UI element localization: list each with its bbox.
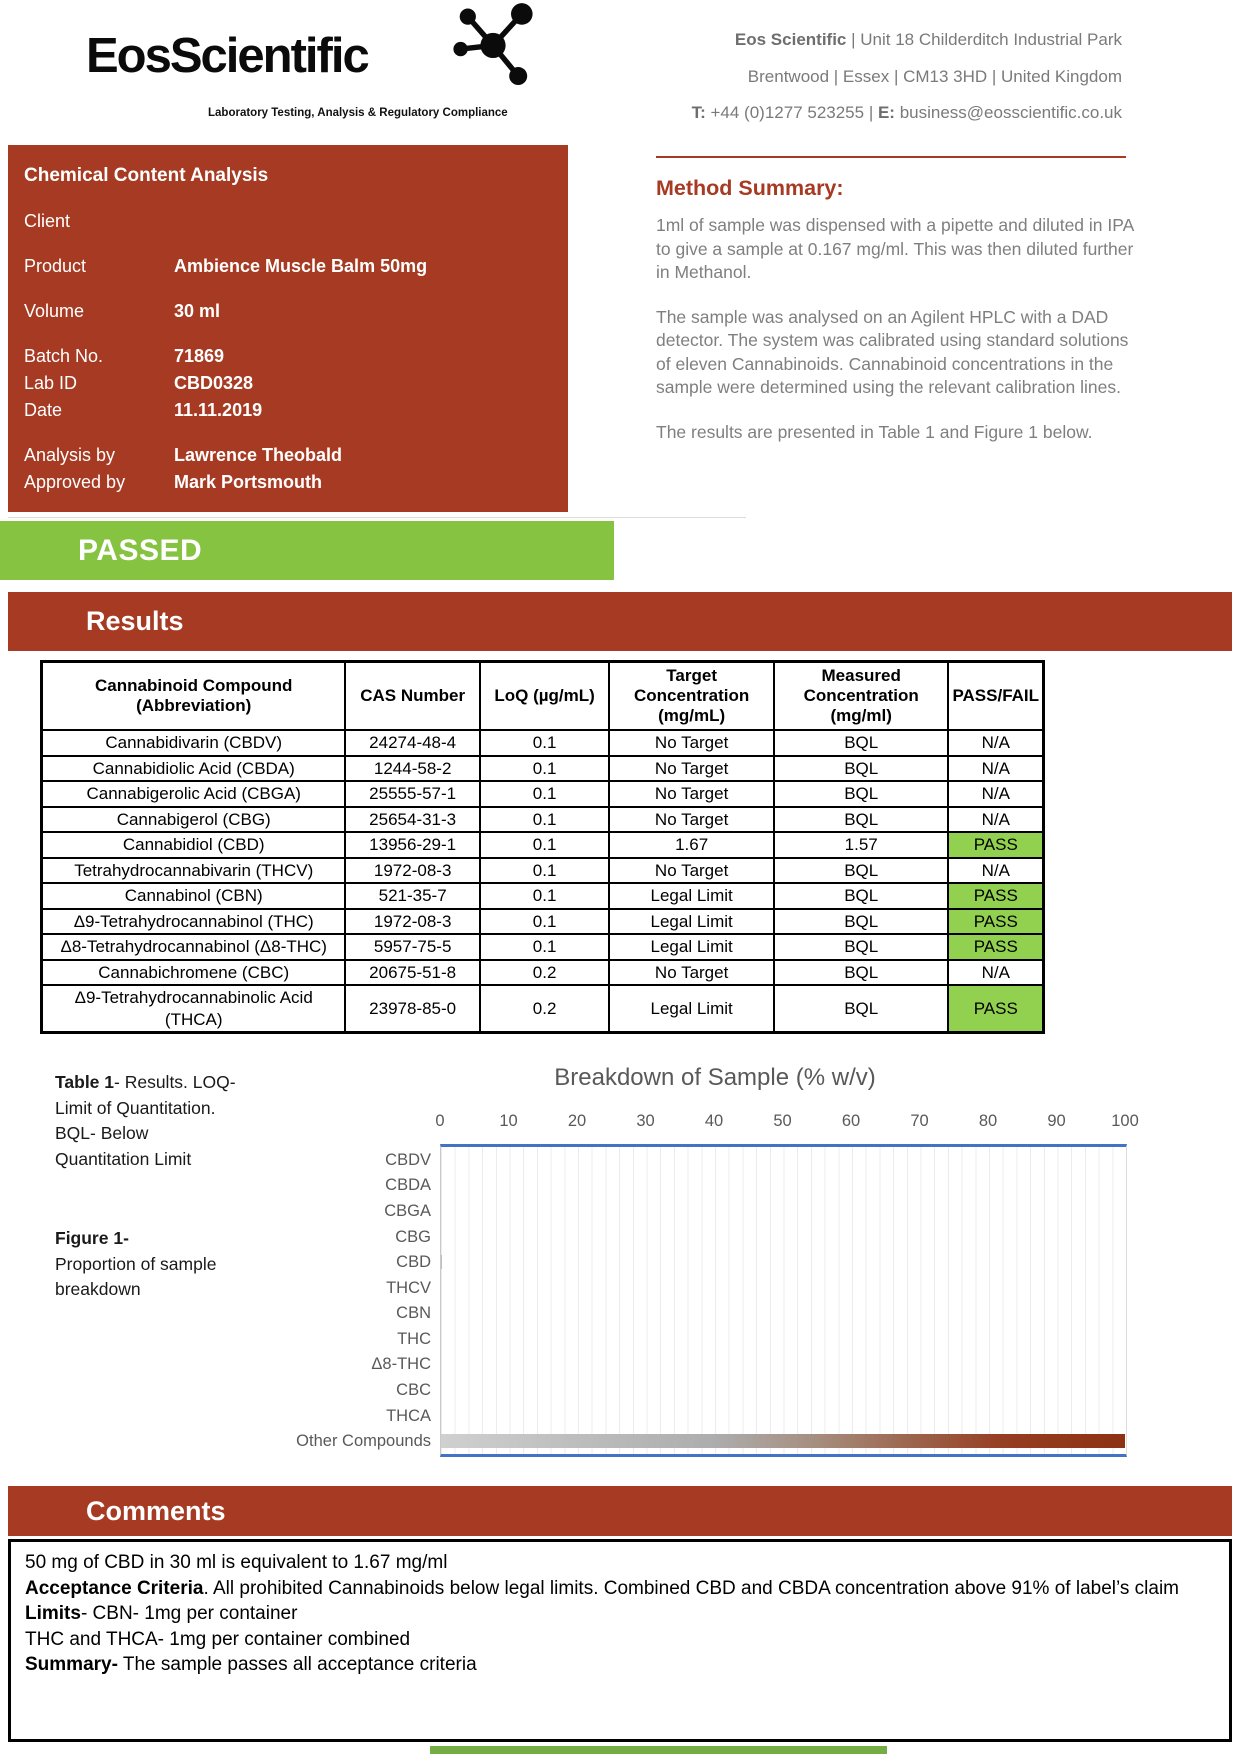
cell-compound: Cannabidivarin (CBDV) xyxy=(42,730,346,756)
column-header: Measured Concentration (mg/ml) xyxy=(774,662,949,731)
cell-cas: 23978-85-0 xyxy=(345,985,479,1033)
x-axis-tick: 30 xyxy=(636,1112,655,1130)
phone-number: +44 (0)1277 523255 | xyxy=(705,103,878,122)
cell-target: No Target xyxy=(609,756,774,782)
pass-fail-cell: PASS xyxy=(948,883,1043,909)
method-summary-heading: Method Summary: xyxy=(656,176,844,200)
table-row xyxy=(42,756,1044,782)
cell-loq: 0.1 xyxy=(480,807,609,833)
cell-loq: 0.1 xyxy=(480,756,609,782)
comment-line xyxy=(25,1652,1215,1678)
cell-measured: BQL xyxy=(774,756,949,782)
info-value: 30 ml xyxy=(174,301,221,321)
x-axis-tick: 20 xyxy=(567,1112,587,1130)
y-axis-label: CBG xyxy=(395,1227,431,1246)
info-label: Product xyxy=(24,256,87,276)
cell-compound: Cannabidiol (CBD) xyxy=(42,832,346,858)
cell-target: 1.67 xyxy=(609,832,774,858)
table-row xyxy=(42,960,1044,986)
cell-loq: 0.1 xyxy=(480,730,609,756)
cell-measured: BQL xyxy=(774,960,949,986)
pass-fail-cell: N/A xyxy=(948,858,1043,884)
comment-line xyxy=(25,1550,1215,1576)
cell-loq: 0.1 xyxy=(480,934,609,960)
comment-line xyxy=(25,1576,1215,1602)
x-axis-tick: 0 xyxy=(435,1112,445,1130)
chart-plot-area xyxy=(440,1144,1127,1457)
y-axis-label: Other Compounds xyxy=(296,1432,431,1451)
comment-line-bold: Summary- xyxy=(25,1654,118,1675)
contact-line-2: Brentwood | Essex | CM13 3HD | United Kingdom xyxy=(747,66,1122,86)
x-axis-tick: 70 xyxy=(910,1112,929,1130)
table-row xyxy=(42,909,1044,935)
pass-fail-cell: N/A xyxy=(948,730,1043,756)
figure-caption xyxy=(55,1226,247,1303)
info-label: Date xyxy=(24,400,63,420)
info-value: 71869 xyxy=(174,346,225,366)
comments-heading: Comments xyxy=(86,1496,226,1526)
cell-compound: Cannabinol (CBN) xyxy=(42,883,346,909)
info-row-date xyxy=(24,400,568,421)
x-axis-tick: 80 xyxy=(978,1112,998,1130)
cell-loq: 0.1 xyxy=(480,832,609,858)
cell-compound: Δ8-Tetrahydrocannabinol (Δ8-THC) xyxy=(42,934,346,960)
comment-line-bold: Acceptance Criteria xyxy=(25,1577,204,1599)
y-axis-label: CBGA xyxy=(384,1201,431,1220)
info-value: Mark Portsmouth xyxy=(174,472,323,492)
table-row xyxy=(42,832,1044,858)
info-row-batch-no- xyxy=(24,346,568,367)
table-header-row xyxy=(42,662,1044,731)
contact-line-1 xyxy=(692,22,1122,59)
pass-fail-cell: N/A xyxy=(948,960,1043,986)
passed-status-banner: PASSED xyxy=(0,521,614,580)
comment-line xyxy=(25,1627,1215,1653)
results-heading: Results xyxy=(86,606,184,636)
cell-target: No Target xyxy=(609,781,774,807)
column-header: Cannabinoid Compound (Abbreviation) xyxy=(42,662,346,731)
info-label: Client xyxy=(24,211,71,231)
x-axis-tick: 50 xyxy=(773,1112,792,1130)
pass-fail-cell: PASS xyxy=(948,985,1043,1033)
comment-line-text: 50 mg of CBD in 30 ml is equivalent to 1.67 mg/ml xyxy=(25,1552,448,1573)
figure-caption-text: Proportion of sample breakdown xyxy=(55,1253,217,1299)
x-axis-tick: 10 xyxy=(499,1112,518,1130)
info-row-lab-id xyxy=(24,373,568,394)
divider-line xyxy=(8,517,746,518)
info-value: Lawrence Theobald xyxy=(174,445,343,465)
cell-measured: BQL xyxy=(774,883,949,909)
table-row xyxy=(42,985,1044,1033)
cell-loq: 0.1 xyxy=(480,909,609,935)
results-header-band xyxy=(8,592,1232,651)
table-row xyxy=(42,730,1044,756)
cell-measured: BQL xyxy=(774,807,949,833)
cell-cas: 20675-51-8 xyxy=(345,960,479,986)
x-axis-tick: 90 xyxy=(1047,1112,1066,1130)
pass-fail-cell: N/A xyxy=(948,807,1043,833)
method-paragraph-3: The results are presented in Table 1 and Figure 1 below. xyxy=(656,421,1093,442)
table-row xyxy=(42,807,1044,833)
info-row-analysis-by xyxy=(24,445,568,466)
pass-fail-cell: N/A xyxy=(948,781,1043,807)
contact-company: Eos Scientific xyxy=(734,30,847,49)
column-header: PASS/FAIL xyxy=(948,662,1043,731)
pass-fail-cell: PASS xyxy=(948,909,1043,935)
table-row xyxy=(42,883,1044,909)
y-axis-label: Δ8-THC xyxy=(371,1355,431,1374)
chart-bar-other-compounds xyxy=(441,1434,1125,1448)
y-axis-label: CBDA xyxy=(385,1176,431,1195)
method-paragraph-2: The sample was analysed on an Agilent HPLC with a DAD detector. The system was calibrated using standard solutions of eleven Cannabinoids. Cannabinoid concentrations in the sample were determined using the relevant calibration lines. xyxy=(656,306,1129,397)
email-address: business@eosscientific.co.uk xyxy=(894,103,1122,122)
table-row xyxy=(42,934,1044,960)
column-header: Target Concentration (mg/mL) xyxy=(609,662,774,731)
cell-target: No Target xyxy=(609,960,774,986)
table-row xyxy=(42,858,1044,884)
info-label: Volume xyxy=(24,301,85,321)
cell-target: Legal Limit xyxy=(609,934,774,960)
info-label: Analysis by xyxy=(24,445,116,465)
info-row-client xyxy=(24,211,568,232)
cell-target: No Target xyxy=(609,807,774,833)
cell-measured: BQL xyxy=(774,730,949,756)
email-label: E: xyxy=(877,103,895,122)
figure-caption-bold: Figure 1- xyxy=(55,1228,129,1248)
comments-lines xyxy=(25,1550,1215,1678)
info-label: Approved by xyxy=(24,472,126,492)
table-caption-bold: Table 1 xyxy=(55,1072,115,1092)
comment-line-bold: Limits xyxy=(25,1603,81,1624)
comment-line-text: . All prohibited Cannabinoids below legal limits. Combined CBD and CBDA concentration above 91% of label’s claim xyxy=(203,1577,1179,1599)
cell-cas: 1972-08-3 xyxy=(345,909,479,935)
cell-cas: 24274-48-4 xyxy=(345,730,479,756)
info-rows xyxy=(24,211,568,493)
info-value: CBD0328 xyxy=(174,373,254,393)
info-value: 11.11.2019 xyxy=(174,400,263,420)
cell-cas: 25654-31-3 xyxy=(345,807,479,833)
cell-cas: 1244-58-2 xyxy=(345,756,479,782)
info-label: Lab ID xyxy=(24,373,78,393)
info-label: Batch No. xyxy=(24,346,104,366)
cell-loq: 0.1 xyxy=(480,781,609,807)
x-axis-tick: 100 xyxy=(1111,1112,1139,1130)
cell-measured: 1.57 xyxy=(774,832,949,858)
column-header: CAS Number xyxy=(345,662,479,731)
comment-line-text: THC and THCA- 1mg per container combined xyxy=(25,1628,411,1650)
cell-cas: 25555-57-1 xyxy=(345,781,479,807)
cell-compound: Δ9-Tetrahydrocannabinolic Acid (THCA) xyxy=(42,985,346,1033)
y-axis-label: CBDV xyxy=(385,1150,431,1169)
sample-info-box xyxy=(8,145,568,512)
cell-loq: 0.1 xyxy=(480,858,609,884)
contact-line-3 xyxy=(692,95,1122,132)
cell-target: Legal Limit xyxy=(609,985,774,1033)
x-axis-tick: 40 xyxy=(704,1112,724,1130)
y-axis-label: CBN xyxy=(396,1304,431,1323)
pass-fail-cell: PASS xyxy=(948,934,1043,960)
results-table xyxy=(40,660,1045,1034)
method-divider-rule xyxy=(656,156,1126,158)
cell-measured: BQL xyxy=(774,909,949,935)
cell-compound: Cannabigerol (CBG) xyxy=(42,807,346,833)
cell-target: Legal Limit xyxy=(609,909,774,935)
comment-line-text: The sample passes all acceptance criteria xyxy=(117,1654,477,1675)
cell-measured: BQL xyxy=(774,781,949,807)
y-axis-label: THCV xyxy=(386,1278,431,1297)
table-row xyxy=(42,781,1044,807)
logo-tagline: Laboratory Testing, Analysis & Regulatory Compliance xyxy=(208,107,508,119)
y-axis-label: CBD xyxy=(396,1253,431,1272)
cell-target: No Target xyxy=(609,730,774,756)
y-axis-label: CBC xyxy=(396,1381,431,1400)
cell-cas: 5957-75-5 xyxy=(345,934,479,960)
method-summary-text xyxy=(656,214,1136,465)
cell-compound: Cannabidiolic Acid (CBDA) xyxy=(42,756,346,782)
table-caption xyxy=(55,1070,247,1172)
cell-cas: 1972-08-3 xyxy=(345,858,479,884)
cell-loq: 0.2 xyxy=(480,985,609,1033)
cell-loq: 0.1 xyxy=(480,883,609,909)
method-paragraph-1: 1ml of sample was dispensed with a pipette and diluted in IPA to give a sample at 0.167 mg/ml. This was then diluted further in Methanol. xyxy=(656,215,1134,282)
pass-fail-cell: N/A xyxy=(948,756,1043,782)
cell-target: Legal Limit xyxy=(609,883,774,909)
logo-title: EosScientific xyxy=(86,29,368,83)
cell-compound: Cannabigerolic Acid (CBGA) xyxy=(42,781,346,807)
breakdown-chart xyxy=(255,1058,1139,1460)
info-box-title: Chemical Content Analysis xyxy=(24,165,269,186)
y-axis-label: THC xyxy=(397,1329,431,1348)
comments-box xyxy=(8,1539,1232,1742)
info-row-volume xyxy=(24,301,568,322)
cell-measured: BQL xyxy=(774,934,949,960)
info-value: Ambience Muscle Balm 50mg xyxy=(174,256,428,276)
cell-target: No Target xyxy=(609,858,774,884)
comments-header-band xyxy=(8,1486,1232,1536)
pass-fail-cell: PASS xyxy=(948,832,1043,858)
table-body xyxy=(42,730,1044,1033)
cell-cas: 13956-29-1 xyxy=(345,832,479,858)
cell-measured: BQL xyxy=(774,858,949,884)
chart-title: Breakdown of Sample (% w/v) xyxy=(554,1064,876,1091)
comment-line-text: - CBN- 1mg per container xyxy=(80,1603,298,1624)
column-header: LoQ (µg/mL) xyxy=(480,662,609,731)
info-row-approved-by xyxy=(24,472,568,493)
cell-cas: 521-35-7 xyxy=(345,883,479,909)
phone-label: T: xyxy=(691,103,706,122)
cell-measured: BQL xyxy=(774,985,949,1033)
chart-bar xyxy=(441,1255,442,1269)
contact-address-1: | Unit 18 Childerditch Industrial Park xyxy=(846,30,1122,49)
cell-compound: Cannabichromene (CBC) xyxy=(42,960,346,986)
cell-compound: Δ9-Tetrahydrocannabinol (THC) xyxy=(42,909,346,935)
x-axis-tick: 60 xyxy=(841,1112,861,1130)
table-caption-text: - Results. LOQ-Limit of Quantitation. BQL- Below Quantitation Limit xyxy=(55,1072,236,1169)
y-axis-label: THCA xyxy=(386,1406,431,1425)
cell-compound: Tetrahydrocannabivarin (THCV) xyxy=(42,858,346,884)
contact-info xyxy=(692,22,1122,132)
info-row-product xyxy=(24,256,568,277)
cell-loq: 0.2 xyxy=(480,960,609,986)
molecule-icon xyxy=(448,2,538,88)
comment-line xyxy=(25,1601,1215,1627)
footer-accent-bar xyxy=(430,1746,887,1754)
